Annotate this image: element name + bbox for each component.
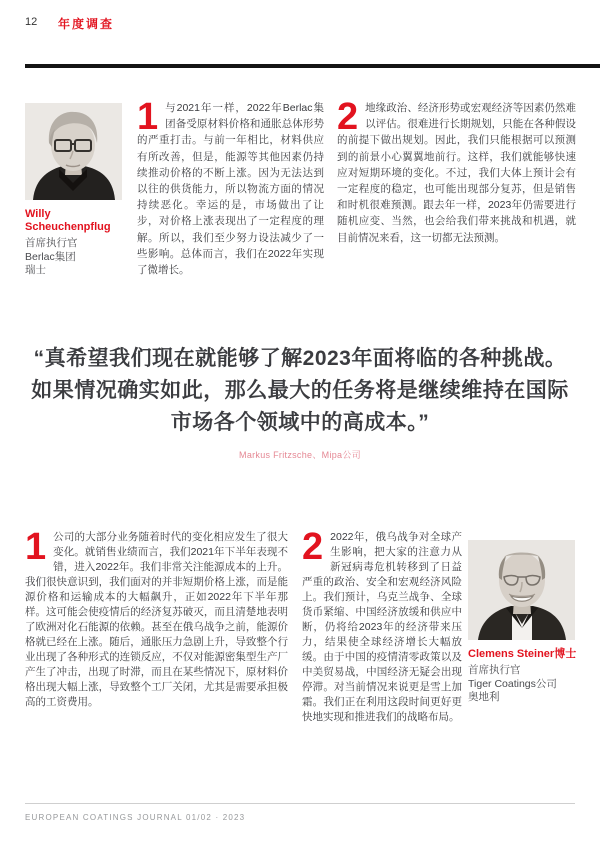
profile-country: 奥地利: [468, 691, 500, 703]
dropcap-1: 1: [25, 526, 47, 568]
top-paragraph-1-text: 与2021年一样，2022年Berlac集团备受原材料价格和通胀总体形势的严重打击。与前一年相比，材料供应有所改善，但是，能源等其他因素仍持续推动价格的不断上涨。因为无法达到以往的供货能力，所以物流方面的情况持续恶化。幸运的是，市场做出了让步，对价格上涨表现出了一定程度的理解。所以，我们至少努力设法减少了一些影响。总体而言，我们在2022年实现了微增长。: [137, 102, 324, 277]
profile-title: 首席执行官: [25, 237, 78, 249]
profile-country: 瑞士: [25, 264, 46, 276]
dropcap-1: 1: [137, 96, 159, 138]
pull-quote-attribution: Markus Fritzsche、Mipa公司: [239, 450, 361, 460]
header-rule: [25, 64, 600, 68]
portrait-clemens-photo: [468, 540, 575, 640]
dropcap-2: 2: [302, 526, 324, 568]
top-paragraph-2: [337, 96, 576, 246]
profile-clemens-caption: [468, 648, 578, 705]
portrait-willy-photo: [25, 103, 122, 200]
bottom-paragraph-2-text: 2022年，俄乌战争对全球产生影响，把大家的注意力从新冠病毒危机转移到了日益严重的政治、安全和宏观经济风险上。我们预计，乌克兰战争、全球货币紧缩、中国经济放缓和供应中断，仍将给2023年的经济带来压力，结果使全球经济增长大幅放缓。由于中国的疫情清零政策以及中美贸易战，中国经济无疑会出现停滞。对当前情况来说更是雪上加霜。我们正在利用这段时间更好更快地实现和推进我们的战略布局。: [302, 531, 462, 723]
profile-title: 首席执行官: [468, 664, 521, 676]
profile-name: Clemens Steiner博士: [468, 648, 577, 660]
page-number: 12: [25, 16, 38, 28]
pull-quote: [27, 343, 573, 461]
bottom-paragraph-2: [302, 526, 462, 725]
bottom-paragraph-1: [25, 526, 288, 710]
footer-journal-line: EUROPEAN COATINGS JOURNAL 01/02 · 2023: [25, 813, 246, 822]
dropcap-2: 2: [337, 96, 359, 138]
profile-willy-caption: [25, 208, 135, 278]
profile-company: Berlac集团: [25, 250, 76, 263]
top-paragraph-2-text: 地缘政治、经济形势或宏观经济等因素仍然难以评估。很难进行长期规划，只能在各种假设的前提下做出规划。因此，我们只能根据可以预测到的前景小心翼翼地前行。这样，我们就能够快速应对短期环境的变化。不过，我们大体上预计会有一定程度的稳定，也可能出现部分复苏，但是销售和时机很难预测。跟去年一样，2023年仍需要进行随机应变、当然，也会给我们带来挑战和机遇，就目前情况来看，这一切都无法预测。: [337, 102, 576, 244]
bottom-paragraph-1-text: 公司的大部分业务随着时代的变化相应发生了很大变化。就销售业绩而言，我们2021年下半年表现不错，进入2022年。我们非常关注能源成本的上升。我们很快意识到，我们面对的并非短期价格上涨，而是能源价格和运输成本的大幅飙升，正如2022年下半年那样。这可能会使疫情后的经济复苏破灭，而且清楚地表明了欧洲对化石能源的依赖。甚至在俄乌战争之前，能源价格就已经在上涨。随后，通胀压力急剧上升，导致整个行业出现了各种形式的连锁反应，不仅对能源密集型生产厂产生了冲击，出现了时滞，而且在某些情况下，原材料价格出现大幅上涨，导致整个工厂关闭，尤其是需要承担极高的工资费用。: [25, 531, 288, 708]
profile-clemens: [468, 540, 578, 705]
section-title: 年度调查: [58, 17, 115, 31]
profile-willy: [25, 103, 135, 278]
pull-quote-text: “真希望我们现在就能够了解2023年面将临的各种挑战。如果情况确实如此，那么最大的任务将是继续维持在国际市场各个领域中的高成本。”: [31, 347, 569, 434]
footer-rule: [25, 803, 575, 804]
top-paragraph-1: [137, 96, 324, 278]
profile-name: Willy Scheuchenpflug: [25, 208, 111, 233]
profile-company: Tiger Coatings公司: [468, 677, 557, 690]
